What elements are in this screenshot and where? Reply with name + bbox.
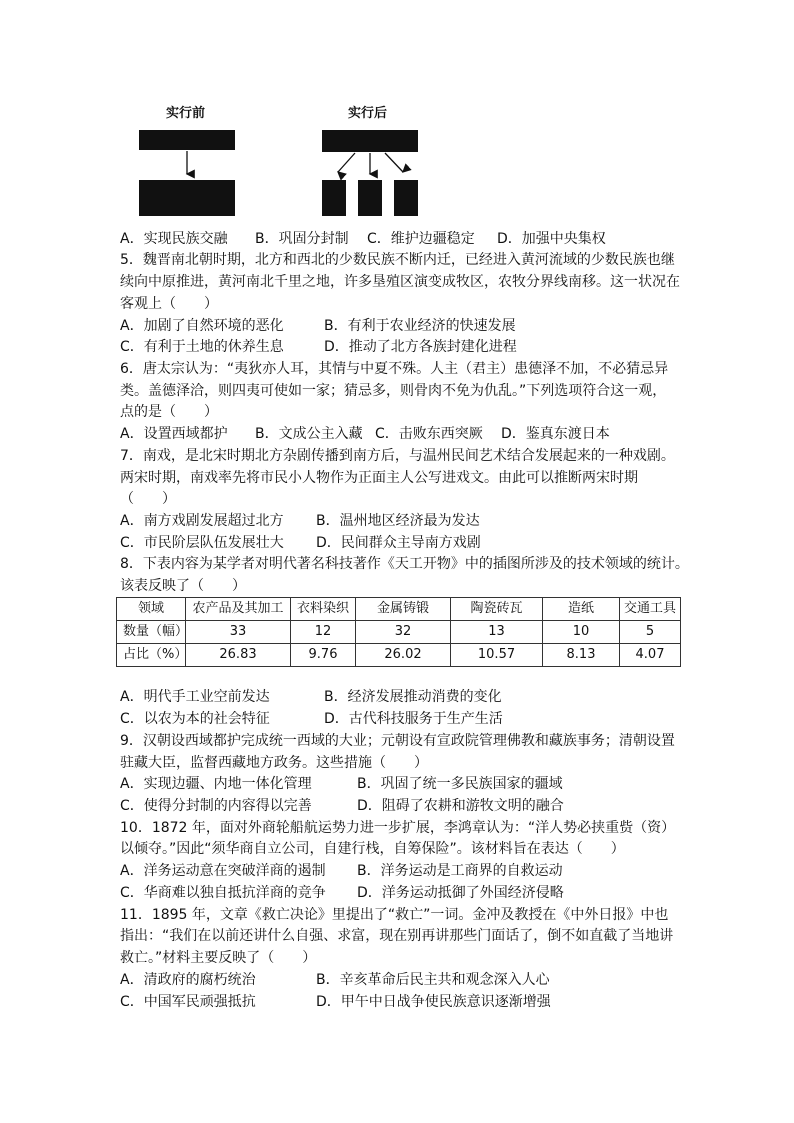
after-block-1 [322, 180, 346, 216]
table-header-cell: 造纸 [543, 598, 620, 621]
q10-options-row-2 [120, 882, 564, 904]
q8-option-a: A．明代手工业空前发达 [120, 689, 270, 705]
q8-stem-line-1: 8．下表内容为某学者对明代著名科技著作《天工开物》中的插图所涉及的技术领域的统计。 [120, 556, 689, 572]
table-cell: 32 [356, 621, 451, 644]
table-header-cell: 领域 [117, 598, 186, 621]
q9-options-row-1 [120, 773, 563, 795]
table-cell: 10 [543, 621, 620, 644]
q5-stem-line-1: 5．魏晋南北朝时期，北方和西北的少数民族不断内迁，已经进入黄河流域的少数民族也继 [120, 252, 675, 268]
q5-option-b: B．有利于农业经济的快速发展 [324, 318, 516, 334]
q10-options-row-1 [120, 860, 563, 882]
q11-options-row-1 [120, 969, 550, 991]
q11-option-a: A．清政府的腐朽统治 [120, 972, 256, 988]
q7-options-row-1 [120, 510, 480, 532]
q4-option-c: C．维护边疆稳定 [367, 231, 475, 247]
table-cell: 9.76 [291, 644, 356, 667]
after-block-3 [394, 180, 418, 216]
after-top-block [322, 130, 418, 152]
table-header-cell: 交通工具 [620, 598, 681, 621]
q6-option-b: B．文成公主入藏 [255, 426, 363, 442]
q7-options-row-2 [120, 532, 481, 554]
table-cell: 5 [620, 621, 681, 644]
q7-option-a: A．南方戏剧发展超过北方 [120, 513, 284, 529]
table-cell: 占比（%） [117, 644, 186, 667]
q4-option-b: B．巩固分封制 [255, 231, 349, 247]
q10-stem-line-2: 以倾夺。”因此“须华商自立公司，自建行栈，自筹保险”。该材料旨在表达（ ） [120, 841, 625, 857]
q5-stem-line-3: 客观上（ ） [120, 296, 218, 312]
q11-option-d: D．甲午中日战争使民族意识逐渐增强 [316, 994, 551, 1010]
q6-option-d: D．鉴真东渡日本 [501, 426, 610, 442]
table-header-cell: 陶瓷砖瓦 [451, 598, 543, 621]
q11-option-c: C．中国军民顽强抵抗 [120, 994, 256, 1010]
table-header-cell: 农产品及其加工 [186, 598, 291, 621]
table-cell: 33 [186, 621, 291, 644]
table-cell: 10.57 [451, 644, 543, 667]
q10-option-a: A．洋务运动意在突破洋商的遏制 [120, 863, 326, 879]
q6-option-a: A．设置西域都护 [120, 426, 228, 442]
q4-option-d: D．加强中央集权 [497, 231, 606, 247]
table-cell: 12 [291, 621, 356, 644]
policy-diagram [120, 96, 440, 226]
table-cell: 26.83 [186, 644, 291, 667]
q7-stem-line-1: 7．南戏，是北宋时期北方杂剧传播到南方后，与温州民间艺术结合发展起来的一种戏剧。 [120, 448, 675, 464]
q7-option-b: B．温州地区经济最为发达 [316, 513, 480, 529]
q9-stem-line-1: 9．汉朝设西域都护完成统一西域的大业；元朝设有宣政院管理佛教和藏族事务；清朝设置 [120, 733, 675, 749]
q9-stem-line-2: 驻藏大臣，监督西藏地方政务。这些措施（ ） [120, 755, 428, 771]
q9-option-d: D．阻碍了农耕和游牧文明的融合 [357, 798, 564, 814]
q9-option-c: C．使得分封制的内容得以完善 [120, 798, 312, 814]
q5-stem-line-2: 续向中原推进，黄河南北千里之地，许多垦殖区演变成牧区，农牧分界线南移。这一状况在 [120, 274, 680, 290]
q5-options-row-2 [120, 336, 517, 358]
q10-option-c: C．华商难以独自抵抗洋商的竞争 [120, 885, 326, 901]
q8-option-d: D．古代科技服务于生产生活 [324, 711, 503, 727]
after-arrow-right [385, 153, 403, 172]
before-top-block [139, 130, 235, 150]
q11-stem-line-3: 救亡。”材料主要反映了（ ） [120, 950, 317, 966]
q6-stem-line-1: 6．唐太宗认为：“夷狄亦人耳，其情与中夏不殊。人主（君主）患德泽不加，不必猜忌异 [120, 361, 669, 377]
table-header-row [117, 598, 681, 621]
before-bottom-block [139, 180, 235, 216]
q10-option-d: D．洋务运动抵御了外国经济侵略 [357, 885, 564, 901]
q4-option-a: A．实现民族交融 [120, 231, 228, 247]
table-cell: 13 [451, 621, 543, 644]
q9-options-row-2 [120, 795, 564, 817]
q8-options-row-1 [120, 686, 502, 708]
q11-stem-line-1: 11．1895 年，文章《救亡决论》里提出了“救亡”一词。金冲及教授在《中外日报》中也 [120, 907, 669, 923]
q9-option-b: B．巩固了统一多民族国家的疆域 [357, 776, 563, 792]
q6-options [120, 423, 610, 445]
table-cell: 4.07 [620, 644, 681, 667]
table-header-cell: 衣料染织 [291, 598, 356, 621]
q7-option-d: D．民间群众主导南方戏剧 [316, 535, 481, 551]
table-row [117, 644, 681, 667]
diagram-before-label: 实行前 [166, 106, 206, 121]
diagram-after-label: 实行后 [348, 106, 388, 121]
q5-option-a: A．加剧了自然环境的恶化 [120, 318, 284, 334]
q5-options-row-1 [120, 315, 516, 337]
q5-option-d: D．推动了北方各族封建化进程 [324, 339, 517, 355]
q7-stem-line-3: （ ） [120, 491, 176, 507]
q8-option-b: B．经济发展推动消费的变化 [324, 689, 502, 705]
q7-stem-line-2: 两宋时期，南戏率先将市民小人物作为正面主人公写进戏文。由此可以推断两宋时期 [120, 470, 638, 486]
q8-option-c: C．以农为本的社会特征 [120, 711, 270, 727]
q8-options-row-2 [120, 708, 503, 730]
q11-option-b: B．辛亥革命后民主共和观念深入人心 [316, 972, 550, 988]
q11-options-row-2 [120, 991, 551, 1013]
after-arrow-left [338, 153, 355, 172]
q9-option-a: A．实现边疆、内地一体化管理 [120, 776, 312, 792]
q6-option-c: C．击败东西突厥 [375, 426, 483, 442]
q10-stem-line-1: 10．1872 年，面对外商轮船航运势力进一步扩展，李鸿章认为：“洋人势必挟重赀（资） [120, 820, 676, 836]
tiangong-kaiwu-table [116, 597, 681, 667]
q4-options [120, 228, 606, 250]
q7-option-c: C．市民阶层队伍发展壮大 [120, 535, 284, 551]
q5-option-c: C．有利于土地的休养生息 [120, 339, 284, 355]
q6-stem-line-3: 点的是（ ） [120, 404, 218, 420]
q6-stem-line-2: 类。盖德泽洽，则四夷可使如一家；猜忌多，则骨肉不免为仇乱。”下列选项符合这一观， [120, 383, 667, 399]
table-cell: 26.02 [356, 644, 451, 667]
q10-option-b: B．洋务运动是工商界的自救运动 [357, 863, 563, 879]
diagram-graphic [120, 96, 440, 226]
table-header-cell: 金属铸锻 [356, 598, 451, 621]
q11-stem-line-2: 指出：“我们在以前还讲什么自强、求富，现在别再讲那些门面话了，倒不如直截了当地讲 [120, 928, 674, 944]
table-cell: 8.13 [543, 644, 620, 667]
table-cell: 数量（幅） [117, 621, 186, 644]
q8-stem-line-2: 该表反映了（ ） [120, 578, 246, 594]
after-block-2 [358, 180, 382, 216]
table-row [117, 621, 681, 644]
